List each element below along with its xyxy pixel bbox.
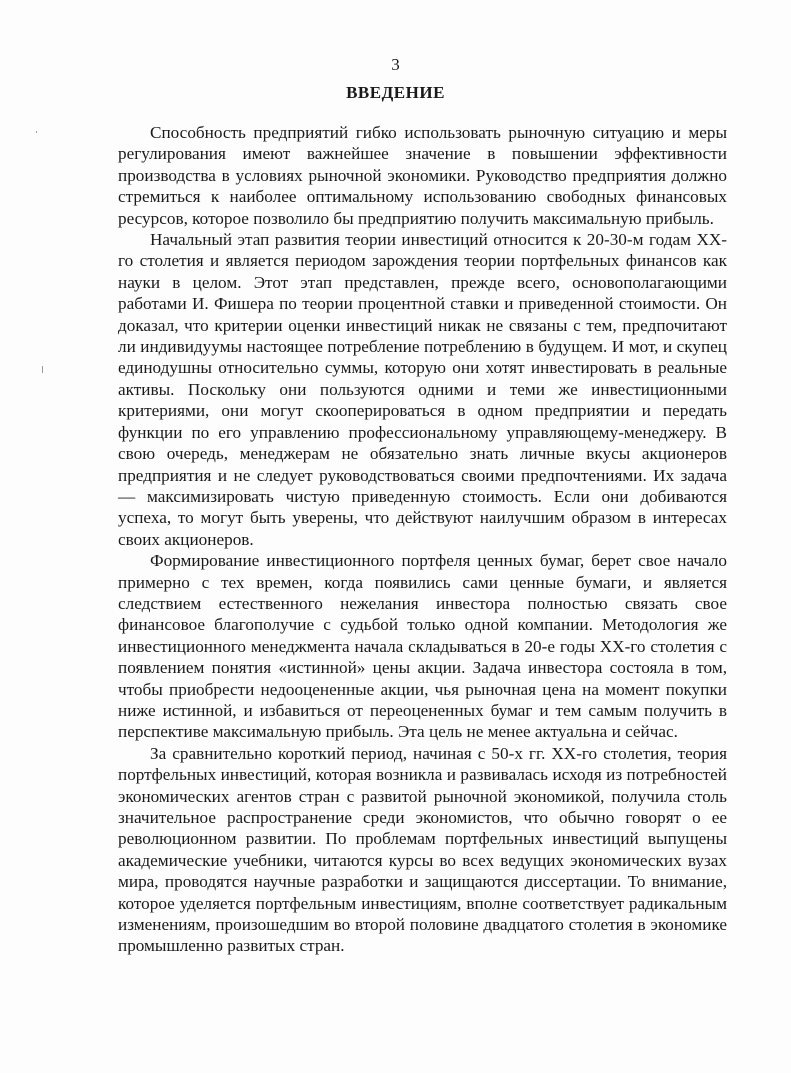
page-title: ВВЕДЕНИЕ bbox=[346, 83, 445, 102]
paragraph: Начальный этап развития теории инвестиций относится к 20-30-м годам XX-го столетия и является периодом зарождения теории портфельных финансов как науки в целом. Этот этап представлен, прежде всего, основополагающими работами И. Фишера по теории процентной ставки и приведенной стоимости. Он доказал, что критерии оценки инвестиций никак не связаны с тем, предпочитают ли индивидуумы настоящее потребление потреблению в будущем. И мот, и скупец единодушны относительно суммы, которую они хотят инвестировать в реальные активы. Поскольку они пользуются одними и теми же инвестиционными критериями, они могут скооперироваться в одном предприятии и передать функции по его управлению профессиональному управляющему-менеджеру. В свою очередь, менеджерам не обязательно знать личные вкусы акционеров предприятия и не следует руководствоваться своими предпочтениями. Их задача — максимизировать чистую приведенную стоимость. Если они добиваются успеха, то могут быть уверены, что действуют наилучшим образом в интересах своих акционеров. bbox=[118, 230, 727, 549]
paragraph: За сравнительно короткий период, начиная с 50-х гг. XX-го столетия, теория портфельных инвестиций, которая возникла и развивалась исходя из потребностей экономических агентов стран с развитой рыночной экономикой, получила столь значительное распространение среди экономистов, что обычно говорят о ее революционном развитии. По проблемам портфельных инвестиций выпущены академические учебники, читаются курсы во всех ведущих экономических вузах мира, проводятся научные разработки и защищаются диссертации. То внимание, которое уделяется портфельным инвестициям, вполне соответствует радикальным изменениям, произошедшим во второй половине двадцатого столетия в экономике промышленно развитых стран. bbox=[118, 743, 727, 956]
paragraph: Формирование инвестиционного портфеля ценных бумаг, берет свое начало примерно с тех времен, когда появились сами ценные бумаги, и является следствием естественного нежелания инвестора полностью связать свое финансовое благополучие с судьбой только одной компании. Методология же инвестиционного менеджмента начала складываться в 20-е годы XX-го столетия с появлением понятия «истинной» цены акции. Задача инвестора состояла в том, чтобы приобрести недооцененные акции, чья рыночная цена на момент покупки ниже истинной, и избавиться от переоцененных бумаг и тем самым получить в перспективе максимальную прибыль. Эта цель не менее актуальна и сейчас. bbox=[118, 551, 727, 742]
body-text bbox=[118, 122, 727, 957]
scan-artifact-mark bbox=[36, 131, 37, 133]
scan-artifact-mark bbox=[42, 366, 43, 373]
page-number: 3 bbox=[391, 55, 400, 74]
paragraph: Способность предприятий гибко использовать рыночную ситуацию и меры регулирования имеют важнейшее значение в повышении эффективности производства в условиях рыночной экономики. Руководство предприятия должно стремиться к наиболее оптимальному использованию свободных финансовых ресурсов, которое позволило бы предприятию получить максимальную прибыль. bbox=[118, 123, 727, 228]
